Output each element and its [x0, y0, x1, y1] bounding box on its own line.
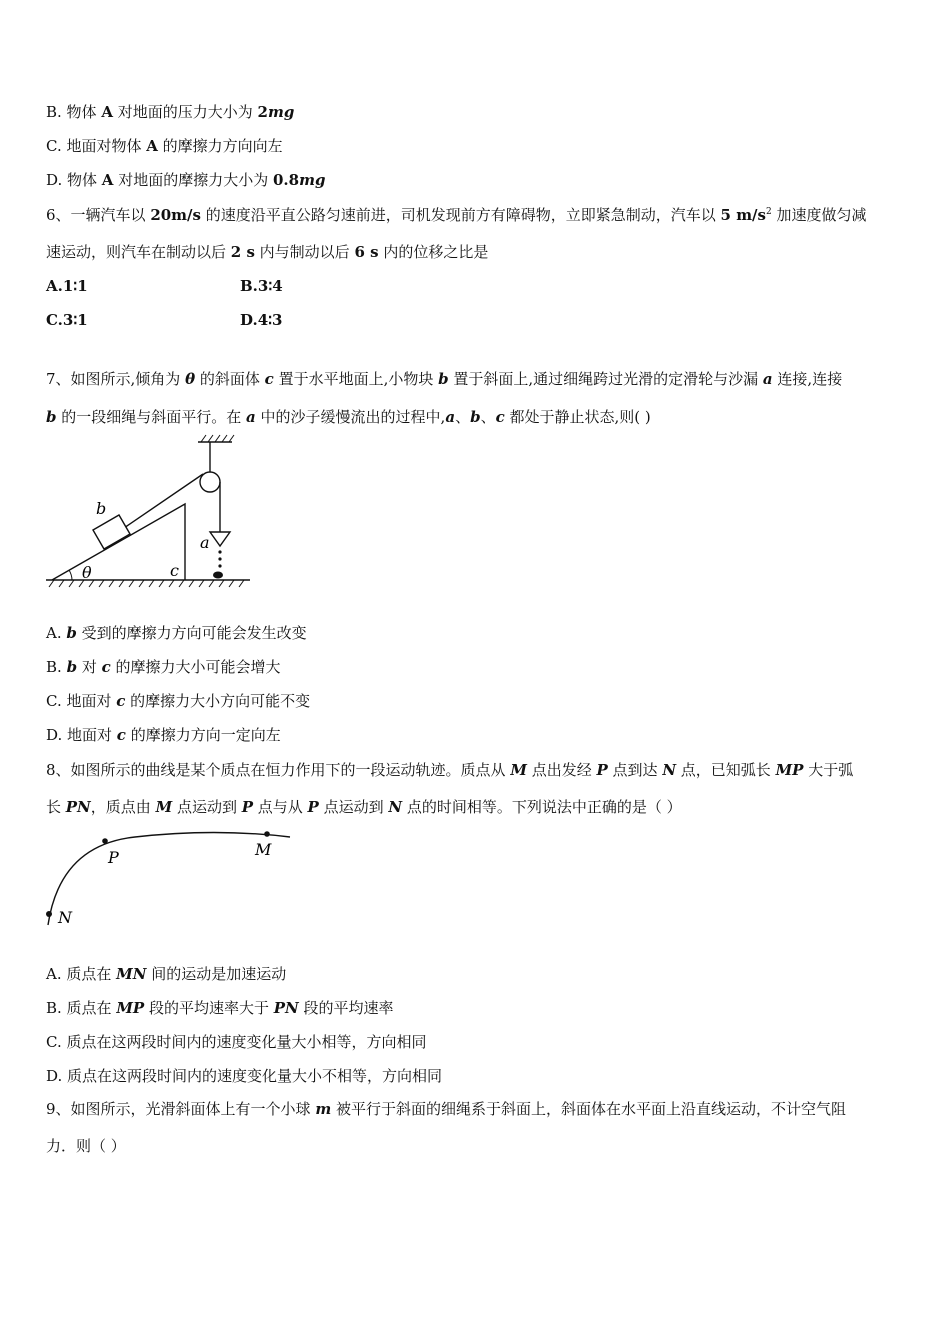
q6-option-b: B.3∶4	[240, 277, 283, 295]
block-b	[93, 515, 130, 549]
q6-stem-line2: 速运动，则汽车在制动以后 2 s 内与制动以后 6 s 内的位移之比是	[46, 243, 489, 261]
q8-stem-line2: 长 PN，质点由 M 点运动到 P 点与从 P 点运动到 N 点的时间相等。下列说法中正确的是（ ）	[46, 798, 682, 816]
q8-stem-line1: 8、如图所示的曲线是某个质点在恒力作用下的一段运动轨迹。质点从 M 点出发经 P 点到达 N 点，已知弧长 MP 大于弧	[46, 761, 854, 779]
q7-stem-line1: 7、如图所示,倾角为 θ 的斜面体 c 置于水平地面上,小物块 b 置于斜面上,通过细绳跨过光滑的定滑轮与沙漏 a 连接,连接	[46, 370, 843, 388]
q8-option-a: A. 质点在 MN 间的运动是加速运动	[46, 965, 287, 983]
point-p	[102, 838, 108, 844]
q7-option-a: A. b 受到的摩擦力方向可能会发生改变	[46, 624, 307, 642]
q5-option-c: C. 地面对物体 A 的摩擦力方向向左	[46, 137, 283, 155]
q7-option-b: B. b 对 c 的摩擦力大小可能会增大	[46, 658, 281, 676]
label-theta: θ	[82, 563, 92, 582]
q7-stem-line2: b 的一段细绳与斜面平行。在 a 中的沙子缓慢流出的过程中,a、b、c 都处于静止状态,则( )	[46, 408, 651, 426]
label-a: a	[200, 533, 210, 552]
q8-option-d: D. 质点在这两段时间内的速度变化量大小不相等，方向相同	[46, 1067, 443, 1085]
point-n	[46, 911, 52, 917]
trajectory-curve	[48, 833, 290, 926]
label-m: M	[255, 840, 272, 859]
label-n: N	[58, 908, 72, 927]
label-b: b	[96, 499, 107, 518]
q8-trajectory-figure	[40, 825, 300, 935]
q8-option-b: B. 质点在 MP 段的平均速率大于 PN 段的平均速率	[46, 999, 394, 1017]
pulley-icon	[200, 472, 220, 492]
q7-incline-pulley-figure	[40, 432, 260, 592]
sand-funnel-icon	[210, 532, 230, 546]
q9-stem-line2: 力．则（ ）	[46, 1137, 126, 1155]
q6-stem-line1: 6、一辆汽车以 20m/s 的速度沿平直公路匀速前进，司机发现前方有障碍物，立即紧急制动，汽车以 5 $m/s^2$ 加速度做匀减	[46, 206, 867, 224]
label-c: c	[170, 561, 179, 580]
q7-option-c: C. 地面对 c 的摩擦力大小方向可能不变	[46, 692, 311, 710]
q9-stem-line1: 9、如图所示，光滑斜面体上有一个小球 m 被平行于斜面的细绳系于斜面上，斜面体在水平面上沿直线运动，不计空气阻	[46, 1100, 846, 1118]
point-m	[264, 831, 270, 837]
q6-option-d: D.4∶3	[240, 311, 283, 329]
q6-option-a: A.1∶1	[46, 277, 88, 295]
q5-option-d: D. 物体 A 对地面的摩擦力大小为 0.8mg	[46, 171, 326, 189]
q6-option-c: C.3∶1	[46, 311, 88, 329]
label-p: P	[108, 848, 119, 867]
q7-option-d: D. 地面对 c 的摩擦力方向一定向左	[46, 726, 281, 744]
q8-option-c: C. 质点在这两段时间内的速度变化量大小相等，方向相同	[46, 1033, 427, 1051]
q5-option-b: B. 物体 A 对地面的压力大小为 2mg	[46, 103, 295, 121]
